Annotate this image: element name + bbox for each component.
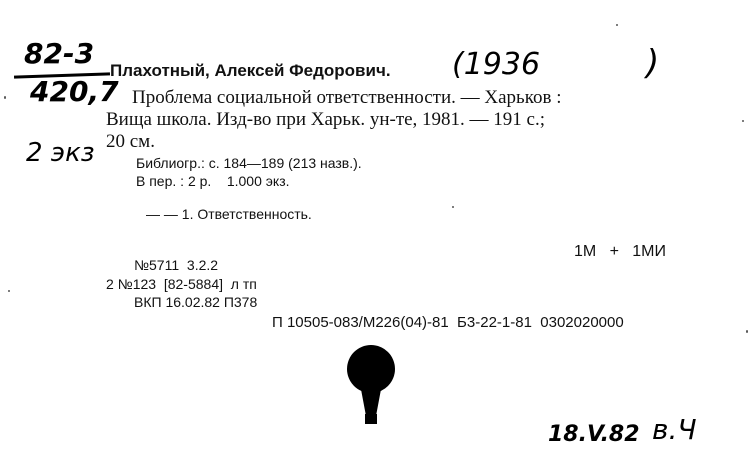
- shelfmark-top: 82-3: [24, 37, 95, 70]
- binding-note: В пер. : 2 р. 1.000 экз.: [136, 173, 290, 189]
- title-line-2: Вища школа. Изд-во при Харьк. ун-те, 1981. — 191 с.;: [106, 109, 546, 130]
- code-line: П 10505-083/М226(04)-81 Б3-22-1-81 0302020000: [272, 314, 624, 331]
- scan-speck: [746, 330, 748, 333]
- order-line: 2 №123 [82-5884] л тп: [106, 276, 257, 292]
- bibliography-note: Библиогр.: с. 184—189 (213 назв.).: [136, 155, 362, 171]
- birth-year: (1936: [452, 47, 541, 82]
- scan-speck: [4, 96, 6, 99]
- scan-speck: [742, 120, 744, 122]
- birth-year-close: ): [646, 43, 660, 83]
- title-line-1: Проблема социальной ответственности. — Харьков :: [132, 87, 562, 108]
- scan-speck: [616, 24, 618, 26]
- initials-signature: в.Ч: [652, 413, 697, 446]
- vkp-line: ВКП 16.02.82 П378: [134, 294, 258, 310]
- subject-heading: — — 1. Ответственность.: [146, 206, 312, 222]
- scan-speck: [452, 206, 454, 208]
- date-stamp: 18.V.82: [548, 422, 640, 447]
- shelfmark-bottom: 420,7: [30, 75, 119, 108]
- copies-note: 2 экз: [26, 138, 95, 168]
- title-line-3: 20 см.: [106, 131, 155, 152]
- author-heading: Плахотный, Алексей Федорович.: [110, 61, 391, 80]
- number-line: №5711 3.2.2: [134, 257, 219, 273]
- classification-mark: 1М + 1МИ: [574, 243, 666, 260]
- scan-speck: [8, 290, 10, 292]
- punch-hole: [346, 344, 396, 428]
